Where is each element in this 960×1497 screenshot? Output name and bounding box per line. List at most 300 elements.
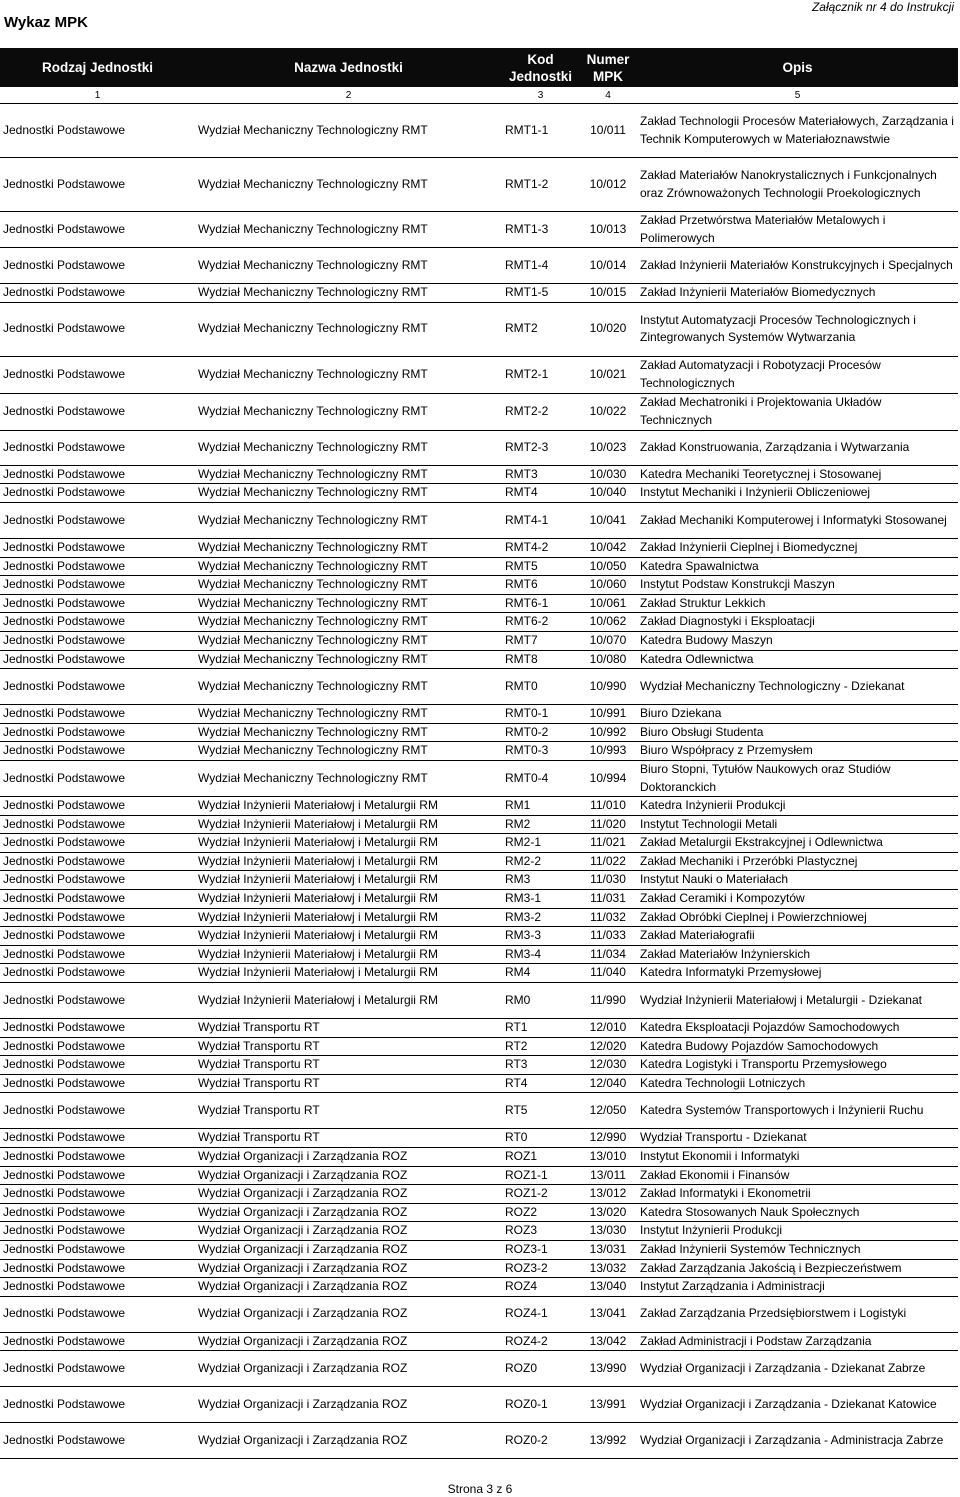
table-row [0,669,958,705]
cell-mpk: 10/030 [589,466,627,481]
cell-rodzaj: Jednostki Podstawowe [3,1149,126,1163]
cell-nazwa: Wydział Inżynierii Materiałowj i Metalurgii RM [198,909,438,924]
cell-kod: RMT7 [505,632,538,647]
cell-kod: RM2-2 [505,853,542,868]
table-row [0,1129,958,1148]
table-row [0,834,958,853]
cell-mpk: 13/020 [589,1204,627,1219]
cell-kod: RMT2 [505,321,538,336]
column-number: 1 [0,87,195,104]
cell-rodzaj: Jednostki Podstawowe [3,706,126,721]
cell-mpk: 13/031 [589,1241,627,1256]
cell-rodzaj: Jednostki Podstawowe [3,798,126,813]
table-row [0,983,958,1019]
cell-rodzaj: Jednostki Podstawowe [3,1306,126,1321]
cell-kod: ROZ3-1 [505,1241,548,1256]
cell-rodzaj: Jednostki Podstawowe [3,1038,126,1053]
table-row [0,502,958,538]
table-row [0,760,958,796]
cell-kod: RMT2-1 [505,366,549,381]
cell-opis: Katedra Mechaniki Teoretycznej i Stosowanej [640,466,882,481]
cell-opis: Instytut Technologii Metali [640,816,778,831]
cell-mpk: 10/015 [589,285,627,300]
cell-nazwa: Wydział Mechaniczny Technologiczny RMT [198,743,428,758]
cell-opis: Wydział Organizacji i Zarządzania - Administracja Zabrze [640,1433,944,1448]
cell-nazwa: Wydział Mechaniczny Technologiczny RMT [198,577,428,592]
cell-mpk: 11/010 [590,798,626,813]
cell-mpk: 11/021 [590,835,626,850]
table-row [0,248,958,284]
cell-nazwa: Wydział Mechaniczny Technologiczny RMT [198,466,428,481]
cell-mpk: 11/032 [590,909,626,924]
cell-opis: Katedra Systemów Transportowych i Inżynierii Ruchu [640,1103,924,1118]
cell-rodzaj: Jednostki Podstawowe [3,512,126,527]
cell-nazwa: Wydział Organizacji i Zarządzania ROZ [198,1204,408,1219]
cell-rodzaj: Jednostki Podstawowe [3,614,126,629]
table-row [0,945,958,964]
cell-rodzaj: Jednostki Podstawowe [3,891,126,906]
cell-mpk: 13/011 [590,1167,626,1182]
cell-rodzaj: Jednostki Podstawowe [3,285,126,300]
cell-opis: Instytut Automatyzacji Procesów Technologicznych i Zintegrowanych Systemów Wytwarzania [640,312,916,345]
cell-nazwa: Wydział Organizacji i Zarządzania ROZ [198,1361,408,1376]
cell-rodzaj: Jednostki Podstawowe [3,909,126,924]
cell-mpk: 13/032 [589,1260,627,1275]
cell-rodzaj: Jednostki Podstawowe [3,321,126,336]
column-number: 3 [502,87,579,104]
cell-nazwa: Wydział Organizacji i Zarządzania ROZ [198,1433,408,1448]
table-column-number-row [0,87,958,104]
cell-mpk: 12/020 [589,1038,627,1053]
cell-rodzaj: Jednostki Podstawowe [3,1103,126,1118]
cell-rodzaj: Jednostki Podstawowe [3,1167,126,1182]
column-number: 4 [579,87,637,104]
cell-nazwa: Wydział Mechaniczny Technologiczny RMT [198,614,428,629]
cell-kod: ROZ0-2 [505,1433,548,1448]
cell-opis: Zakład Konstruowania, Zarządzania i Wytwarzania [640,439,910,454]
cell-mpk: 10/022 [589,403,627,418]
table-row [0,927,958,946]
cell-opis: Zakład Zarządzania Przedsiębiorstwem i Logistyki [640,1306,907,1321]
cell-kod: RMT4 [505,485,538,500]
cell-nazwa: Wydział Organizacji i Zarządzania ROZ [198,1149,408,1163]
cell-kod: RM1 [505,798,531,813]
cell-opis: Instytut Ekonomii i Informatyki [640,1149,800,1163]
table-row [0,797,958,816]
cell-opis: Biuro Współpracy z Przemysłem [640,743,813,758]
table-row [0,1093,958,1129]
cell-nazwa: Wydział Inżynierii Materiałowj i Metalurgii RM [198,891,438,906]
cell-rodzaj: Jednostki Podstawowe [3,366,126,381]
cell-rodzaj: Jednostki Podstawowe [3,558,126,573]
table-row [0,723,958,742]
cell-opis: Wydział Organizacji i Zarządzania - Dziekanat Katowice [640,1397,937,1412]
table-row [0,1240,958,1259]
cell-nazwa: Wydział Organizacji i Zarządzania ROZ [198,1260,408,1275]
cell-kod: RMT2-3 [505,439,549,454]
page-number: Strona 3 z 6 [447,1482,513,1496]
cell-opis: Wydział Transportu - Dziekanat [640,1130,807,1145]
cell-mpk: 13/040 [589,1279,627,1294]
cell-kod: ROZ2 [505,1204,538,1219]
cell-kod: RM3-3 [505,928,542,943]
cell-mpk: 11/040 [590,965,626,980]
cell-kod: RMT5 [505,558,538,573]
cell-mpk: 11/030 [590,872,626,887]
cell-opis: Katedra Eksploatacji Pojazdów Samochodowych [640,1020,900,1035]
cell-nazwa: Wydział Organizacji i Zarządzania ROZ [198,1241,408,1256]
table-row [0,1203,958,1222]
cell-nazwa: Wydział Mechaniczny Technologiczny RMT [198,403,428,418]
cell-mpk: 10/021 [589,366,627,381]
cell-nazwa: Wydział Inżynierii Materiałowj i Metalurgii RM [198,992,438,1007]
cell-rodzaj: Jednostki Podstawowe [3,595,126,610]
cell-rodzaj: Jednostki Podstawowe [3,577,126,592]
column-number: 2 [195,87,502,104]
cell-kod: RM3-1 [505,891,542,906]
cell-rodzaj: Jednostki Podstawowe [3,1186,126,1201]
table-row [0,1148,958,1167]
table-row [0,908,958,927]
cell-opis: Instytut Inżynierii Produkcji [640,1223,783,1238]
table-row [0,430,958,465]
cell-rodzaj: Jednostki Podstawowe [3,403,126,418]
column-header-nazwa: Nazwa Jednostki [195,48,502,87]
cell-opis: Zakład Zarządzania Jakością i Bezpieczeństwem [640,1260,902,1275]
cell-opis: Zakład Materiałografii [640,928,755,943]
cell-kod: ROZ4-2 [505,1333,548,1348]
cell-rodzaj: Jednostki Podstawowe [3,743,126,758]
cell-mpk: 10/990 [589,678,627,693]
cell-kod: RT4 [505,1075,528,1090]
cell-nazwa: Wydział Mechaniczny Technologiczny RMT [198,439,428,454]
cell-kod: ROZ0-1 [505,1397,548,1412]
cell-opis: Biuro Stopni, Tytułów Naukowych oraz Studiów Doktoranckich [640,761,891,794]
cell-opis: Zakład Inżynierii Cieplnej i Biomedycznej [640,539,858,554]
cell-opis: Zakład Mechatroniki i Projektowania Układów Technicznych [640,395,882,427]
cell-rodzaj: Jednostki Podstawowe [3,1241,126,1256]
cell-mpk: 10/994 [589,770,627,785]
cell-rodzaj: Jednostki Podstawowe [3,928,126,943]
table-row [0,964,958,983]
cell-nazwa: Wydział Inżynierii Materiałowj i Metalurgii RM [198,853,438,868]
cell-nazwa: Wydział Mechaniczny Technologiczny RMT [198,122,428,137]
cell-opis: Katedra Informatyki Przemysłowej [640,965,822,980]
table-row [0,1259,958,1278]
cell-opis: Katedra Stosowanych Nauk Społecznych [640,1204,860,1219]
cell-kod: RMT0 [505,678,538,693]
cell-mpk: 11/020 [590,816,626,831]
cell-rodzaj: Jednostki Podstawowe [3,439,126,454]
cell-kod: ROZ4-1 [505,1306,548,1321]
cell-opis: Instytut Zarządzania i Administracji [640,1279,825,1294]
cell-rodzaj: Jednostki Podstawowe [3,1333,126,1348]
cell-rodzaj: Jednostki Podstawowe [3,221,126,236]
cell-opis: Zakład Administracji i Podstaw Zarządzania [640,1333,872,1348]
cell-nazwa: Wydział Mechaniczny Technologiczny RMT [198,176,428,191]
cell-rodzaj: Jednostki Podstawowe [3,724,126,739]
cell-mpk: 13/992 [589,1433,627,1448]
cell-rodzaj: Jednostki Podstawowe [3,1223,126,1238]
cell-opis: Zakład Struktur Lekkich [640,595,766,610]
table-row [0,1185,958,1204]
cell-mpk: 10/070 [589,632,627,647]
cell-nazwa: Wydział Mechaniczny Technologiczny RMT [198,512,428,527]
table-row [0,302,958,356]
cell-mpk: 11/022 [590,853,626,868]
cell-opis: Wydział Mechaniczny Technologiczny - Dziekanat [640,678,905,693]
cell-kod: RMT4-1 [505,512,549,527]
cell-rodzaj: Jednostki Podstawowe [3,632,126,647]
cell-nazwa: Wydział Mechaniczny Technologiczny RMT [198,651,428,666]
cell-rodzaj: Jednostki Podstawowe [3,992,126,1007]
cell-nazwa: Wydział Organizacji i Zarządzania ROZ [198,1333,408,1348]
cell-opis: Katedra Inżynierii Produkcji [640,798,786,813]
table-row [0,158,958,212]
cell-nazwa: Wydział Mechaniczny Technologiczny RMT [198,321,428,336]
cell-kod: RMT0-4 [505,770,549,785]
cell-opis: Zakład Obróbki Cieplnej i Powierzchniowej [640,909,867,924]
cell-mpk: 10/080 [589,651,627,666]
table-row [0,1351,958,1387]
cell-mpk: 10/014 [589,257,627,272]
cell-kod: ROZ0 [505,1361,538,1376]
cell-mpk: 10/992 [589,724,627,739]
table-row [0,212,958,248]
cell-rodzaj: Jednostki Podstawowe [3,946,126,961]
cell-mpk: 10/042 [589,539,627,554]
cell-opis: Katedra Budowy Maszyn [640,632,773,647]
cell-kod: RM3 [505,872,531,887]
page-title: Wykaz MPK [4,14,88,31]
table-row [0,393,958,430]
cell-nazwa: Wydział Organizacji i Zarządzania ROZ [198,1306,408,1321]
cell-mpk: 13/991 [589,1397,627,1412]
table-row [0,1296,958,1332]
cell-opis: Zakład Mechaniki Komputerowej i Informatyki Stosowanej [640,512,947,527]
table-body [0,104,958,1459]
cell-mpk: 11/031 [590,891,626,906]
cell-rodzaj: Jednostki Podstawowe [3,678,126,693]
cell-nazwa: Wydział Organizacji i Zarządzania ROZ [198,1167,408,1182]
cell-rodzaj: Jednostki Podstawowe [3,651,126,666]
cell-opis: Wydział Organizacji i Zarządzania - Dziekanat Zabrze [640,1361,926,1376]
cell-mpk: 11/033 [590,928,626,943]
cell-kod: RMT1-4 [505,257,549,272]
table-row [0,1332,958,1351]
cell-kod: RMT1-2 [505,176,549,191]
cell-rodzaj: Jednostki Podstawowe [3,466,126,481]
cell-mpk: 13/012 [589,1186,627,1201]
cell-mpk: 10/991 [589,706,627,721]
cell-kod: RMT0-2 [505,724,549,739]
cell-opis: Zakład Inżynierii Systemów Technicznych [640,1241,861,1256]
cell-mpk: 10/061 [589,595,627,610]
cell-rodzaj: Jednostki Podstawowe [3,1057,126,1072]
table-row [0,1019,958,1038]
cell-kod: RT1 [505,1020,528,1035]
cell-nazwa: Wydział Organizacji i Zarządzania ROZ [198,1279,408,1294]
table-row [0,557,958,576]
cell-kod: RMT6-2 [505,614,549,629]
table-row [0,576,958,595]
cell-opis: Zakład Ekonomii i Finansów [640,1167,790,1182]
cell-kod: ROZ3-2 [505,1260,548,1275]
cell-nazwa: Wydział Mechaniczny Technologiczny RMT [198,558,428,573]
table-row [0,484,958,503]
cell-mpk: 10/013 [589,221,627,236]
table-row [0,1074,958,1093]
cell-mpk: 10/040 [589,485,627,500]
cell-kod: RMT1-3 [505,221,549,236]
cell-kod: RT3 [505,1057,528,1072]
cell-opis: Biuro Obsługi Studenta [640,724,764,739]
cell-opis: Instytut Nauki o Materiałach [640,872,789,887]
cell-mpk: 12/030 [589,1057,627,1072]
cell-mpk: 10/993 [589,743,627,758]
cell-kod: RMT4-2 [505,539,549,554]
cell-opis: Biuro Dziekana [640,706,722,721]
cell-opis: Zakład Przetwórstwa Materiałów Metalowych i Polimerowych [640,213,886,245]
cell-rodzaj: Jednostki Podstawowe [3,539,126,554]
cell-rodzaj: Jednostki Podstawowe [3,1279,126,1294]
column-header-opis: Opis [637,48,958,87]
cell-kod: RMT0-3 [505,743,549,758]
cell-kod: RT2 [505,1038,528,1053]
cell-nazwa: Wydział Inżynierii Materiałowj i Metalurgii RM [198,965,438,980]
table-header-row [0,48,958,87]
cell-opis: Zakład Automatyzacji i Robotyzacji Procesów Technologicznych [640,358,881,390]
mpk-table [0,48,958,1459]
table-row [0,1387,958,1423]
cell-rodzaj: Jednostki Podstawowe [3,257,126,272]
cell-opis: Instytut Podstaw Konstrukcji Maszyn [640,577,835,592]
table-row [0,465,958,484]
cell-kod: RM3-4 [505,946,542,961]
cell-nazwa: Wydział Mechaniczny Technologiczny RMT [198,285,428,300]
cell-mpk: 13/042 [589,1333,627,1348]
cell-nazwa: Wydział Mechaniczny Technologiczny RMT [198,539,428,554]
table-row [0,284,958,303]
cell-kod: ROZ1 [505,1149,538,1163]
cell-opis: Zakład Metalurgii Ekstrakcyjnej i Odlewnictwa [640,835,883,850]
cell-opis: Zakład Inżynierii Materiałów Konstrukcyjnych i Specjalnych [640,257,953,272]
cell-rodzaj: Jednostki Podstawowe [3,872,126,887]
cell-kod: RMT3 [505,466,538,481]
cell-rodzaj: Jednostki Podstawowe [3,1204,126,1219]
cell-nazwa: Wydział Inżynierii Materiałowj i Metalurgii RM [198,835,438,850]
table-row [0,705,958,724]
cell-mpk: 10/023 [589,439,627,454]
cell-mpk: 10/012 [589,176,627,191]
cell-nazwa: Wydział Mechaniczny Technologiczny RMT [198,257,428,272]
cell-kod: RMT1-1 [505,122,549,137]
cell-kod: RMT8 [505,651,538,666]
cell-rodzaj: Jednostki Podstawowe [3,816,126,831]
cell-nazwa: Wydział Inżynierii Materiałowj i Metalurgii RM [198,798,438,813]
cell-nazwa: Wydział Mechaniczny Technologiczny RMT [198,595,428,610]
cell-nazwa: Wydział Mechaniczny Technologiczny RMT [198,221,428,236]
cell-opis: Zakład Diagnostyki i Eksploatacji [640,614,815,629]
table-row [0,1166,958,1185]
cell-nazwa: Wydział Organizacji i Zarządzania ROZ [198,1223,408,1238]
cell-mpk: 11/034 [590,946,626,961]
cell-rodzaj: Jednostki Podstawowe [3,770,126,785]
cell-mpk: 10/062 [589,614,627,629]
table-row [0,890,958,909]
table-row [0,356,958,393]
column-number: 5 [637,87,958,104]
cell-nazwa: Wydział Mechaniczny Technologiczny RMT [198,485,428,500]
cell-kod: RM2 [505,816,531,831]
cell-nazwa: Wydział Transportu RT [198,1038,320,1053]
cell-opis: Zakład Materiałów Inżynierskich [640,946,811,961]
cell-kod: RM4 [505,965,531,980]
cell-opis: Zakład Ceramiki i Kompozytów [640,891,805,906]
cell-kod: RM0 [505,992,531,1007]
cell-rodzaj: Jednostki Podstawowe [3,1260,126,1275]
cell-opis: Zakład Informatyki i Ekonometrii [640,1186,811,1201]
cell-opis: Wydział Inżynierii Materiałowj i Metalurgii - Dziekanat [640,992,922,1007]
cell-kod: RT5 [505,1103,528,1118]
cell-mpk: 13/010 [589,1149,627,1163]
table-row [0,631,958,650]
cell-mpk: 10/041 [589,512,627,527]
cell-kod: RM2-1 [505,835,542,850]
cell-kod: RMT1-5 [505,285,549,300]
cell-opis: Zakład Materiałów Nanokrystalicznych i Funkcjonalnych oraz Zrównoważonych Technologii Proekologicznych [640,167,937,200]
cell-kod: ROZ4 [505,1279,538,1294]
cell-rodzaj: Jednostki Podstawowe [3,1433,126,1448]
cell-nazwa: Wydział Mechaniczny Technologiczny RMT [198,366,428,381]
cell-opis: Instytut Mechaniki i Inżynierii Obliczeniowej [640,485,871,500]
cell-nazwa: Wydział Mechaniczny Technologiczny RMT [198,770,428,785]
cell-nazwa: Wydział Inżynierii Materiałowj i Metalurgii RM [198,946,438,961]
table-row [0,871,958,890]
cell-nazwa: Wydział Transportu RT [198,1075,320,1090]
table-row [0,742,958,761]
cell-mpk: 12/990 [589,1130,627,1145]
cell-nazwa: Wydział Inżynierii Materiałowj i Metalurgii RM [198,928,438,943]
cell-kod: RM3-2 [505,909,542,924]
table-row [0,852,958,871]
cell-nazwa: Wydział Mechaniczny Technologiczny RMT [198,632,428,647]
cell-nazwa: Wydział Organizacji i Zarządzania ROZ [198,1186,408,1201]
cell-kod: ROZ1-2 [505,1186,548,1201]
cell-mpk: 13/030 [589,1223,627,1238]
cell-rodzaj: Jednostki Podstawowe [3,1130,126,1145]
cell-rodzaj: Jednostki Podstawowe [3,485,126,500]
cell-opis: Katedra Technologii Lotniczych [640,1075,806,1090]
cell-mpk: 10/020 [589,321,627,336]
attachment-label: Załącznik nr 4 do Instrukcji [811,0,954,14]
cell-kod: RT0 [505,1130,528,1145]
cell-nazwa: Wydział Transportu RT [198,1130,320,1145]
cell-mpk: 12/050 [589,1103,627,1118]
cell-rodzaj: Jednostki Podstawowe [3,1361,126,1376]
cell-rodzaj: Jednostki Podstawowe [3,1020,126,1035]
cell-kod: ROZ1-1 [505,1167,548,1182]
cell-nazwa: Wydział Inżynierii Materiałowj i Metalurgii RM [198,816,438,831]
table-row [0,1222,958,1241]
cell-opis: Katedra Logistyki i Transportu Przemysłowego [640,1057,887,1072]
table-row [0,613,958,632]
table-row [0,594,958,613]
table-row [0,1056,958,1075]
cell-mpk: 12/010 [589,1020,627,1035]
table-row [0,538,958,557]
cell-nazwa: Wydział Organizacji i Zarządzania ROZ [198,1397,408,1412]
